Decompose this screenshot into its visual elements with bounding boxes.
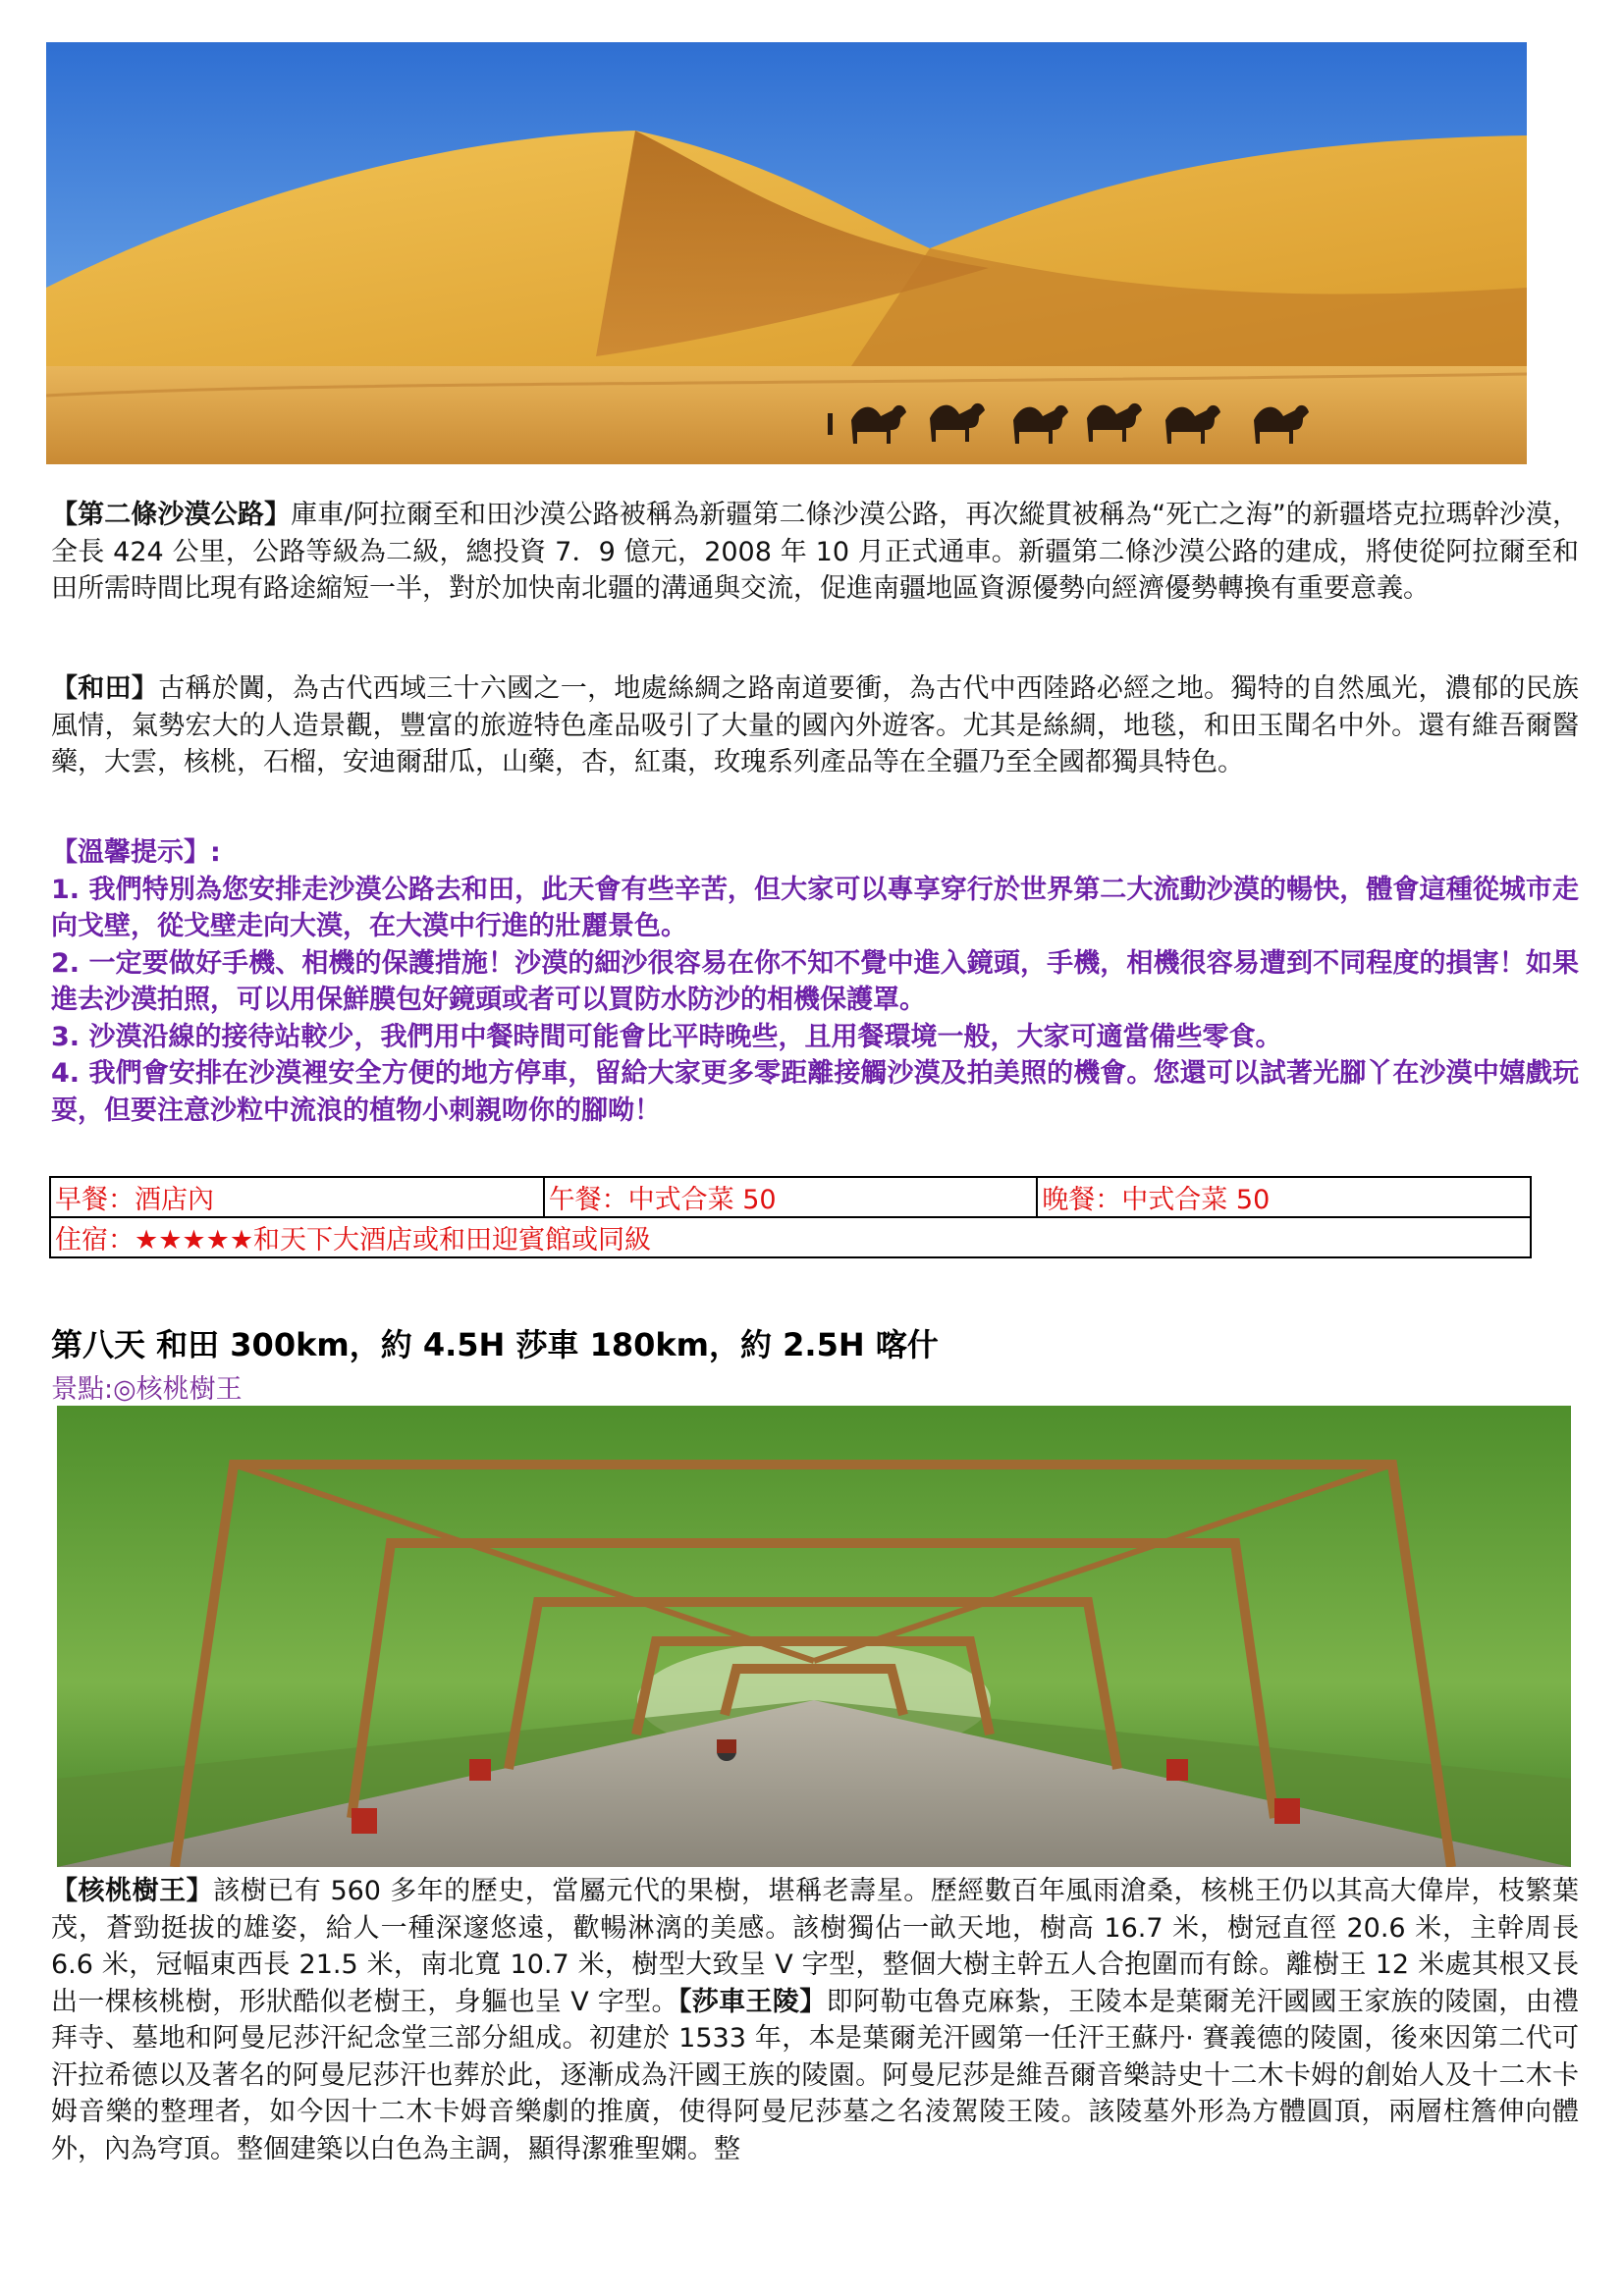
travel-tips	[51, 834, 1579, 1129]
desert-road-text: 庫車/阿拉爾至和田沙漠公路被稱為新疆第二條沙漠公路，再次縱貫被稱為“死亡之海”的新疆塔克拉瑪幹沙漠，全長 424 公里，公路等級為二級，總投資 7．9 億元，2008 年 10 月正式通車。新疆第二條沙漠公路的建成，將使從阿拉爾至和田所需時間比現有路途縮短一半，對於加快南北疆的溝通與交流，促進南疆地區資源優勢向經濟優勢轉換有重要意義。	[51, 500, 1579, 604]
tip-item: 1. 我們特別為您安排走沙漠公路去和田，此天會有些辛苦，但大家可以專享穿行於世界第二大流動沙漠的暢快，體會這種從城市走向戈壁，從戈壁走向大漠，在大漠中行進的壯麗景色。	[51, 874, 1579, 941]
tips-header: 【溫馨提示】:	[51, 837, 221, 868]
hotan-paragraph	[51, 670, 1579, 781]
lodging-cell: 住宿：★★★★★和天下大酒店或和田迎賓館或同級	[50, 1217, 1531, 1257]
tip-item: 2. 一定要做好手機、相機的保護措施！沙漠的細沙很容易在你不知不覺中進入鏡頭，手機，相機很容易遭到不同程度的損害！如果進去沙漠拍照，可以用保鮮膜包好鏡頭或者可以買防水防沙的相機保護罩。	[51, 947, 1579, 1015]
desert-dunes-photo	[46, 42, 1527, 464]
day8-title: 第八天 和田 300km，約 4.5H 莎車 180km，約 2.5H 喀什	[51, 1326, 939, 1363]
walnut-title: 【核桃樹王】	[51, 1876, 214, 1906]
breakfast-cell: 早餐：酒店內	[50, 1177, 544, 1217]
shache-tomb-title: 【莎車王陵】	[677, 1986, 827, 2017]
hotan-title: 【和田】	[51, 673, 159, 704]
walnut-paragraph	[51, 1873, 1579, 2167]
desert-road-paragraph	[51, 497, 1579, 608]
lunch-cell: 午餐：中式合菜 50	[544, 1177, 1038, 1217]
meals-table	[49, 1176, 1532, 1258]
tip-item: 4. 我們會安排在沙漠裡安全方便的地方停車，留給大家更多零距離接觸沙漠及拍美照的機會。您還可以試著光腳丫在沙漠中嬉戲玩耍，但要注意沙粒中流浪的植物小刺親吻你的腳呦！	[51, 1058, 1579, 1126]
walnut-arbor-photo	[57, 1406, 1571, 1867]
walnut-text: 該樹已有 560 多年的歷史，當屬元代的果樹，堪稱老壽星。歷經數百年風雨滄桑，核桃王仍以其高大偉岸，枝繁葉茂，蒼勁挺拔的雄姿，給人一種深邃悠遠，歡暢淋漓的美感。該樹獨佔一畝天地，樹高 16.7 米，樹冠直徑 20.6 米，主幹周長 6.6 米，冠幅東西長 21.5 米，南北寬 10.7 米，樹型大致呈 V 字型，整個大樹主幹五人合抱圍而有餘。離樹王 12 米處其根又長出一棵核桃樹，形狀酷似老樹王，身軀也呈 V 字型。	[51, 1876, 1580, 2017]
dinner-cell: 晚餐：中式合菜 50	[1037, 1177, 1531, 1217]
day8-spots: 景點:◎核桃樹王	[51, 1374, 243, 1405]
desert-road-title: 【第二條沙漠公路】	[51, 500, 292, 530]
hotan-text: 古稱於闐，為古代西域三十六國之一，地處絲綢之路南道要衝，為古代中西陸路必經之地。獨特的自然風光，濃郁的民族風情，氣勢宏大的人造景觀，豐富的旅遊特色產品吸引了大量的國內外遊客。尤其是絲綢，地毯，和田玉聞名中外。還有維吾爾醫藥，大雲，核桃，石榴，安迪爾甜瓜，山藥，杏，紅棗，玫瑰系列產品等在全疆乃至全國都獨具特色。	[51, 673, 1580, 777]
shache-tomb-text: 即阿勒屯魯克麻紮，王陵本是葉爾羌汗國國王家族的陵園，由禮拜寺、墓地和阿曼尼莎汗紀念堂三部分組成。初建於 1533 年，本是葉爾羌汗國第一任汗王蘇丹· 賽義德的陵園，後來因第二代可汗拉希德以及著名的阿曼尼莎汗也葬於此，逐漸成為汗國王族的陵園。阿曼尼莎是維吾爾音樂詩史十二木卡姆的創始人及十二木卡姆音樂的整理者，如今因十二木卡姆音樂劇的推廣，使得阿曼尼莎墓之名淩駕陵王陵。該陵墓外形為方體圓頂，兩層柱簷伸向體外，內為穹頂。整個建築以白色為主調，顯得潔雅聖嫻。整	[51, 1986, 1580, 2164]
tip-item: 3. 沙漠沿線的接待站較少，我們用中餐時間可能會比平時晚些，且用餐環境一般，大家可適當備些零食。	[51, 1021, 1282, 1052]
